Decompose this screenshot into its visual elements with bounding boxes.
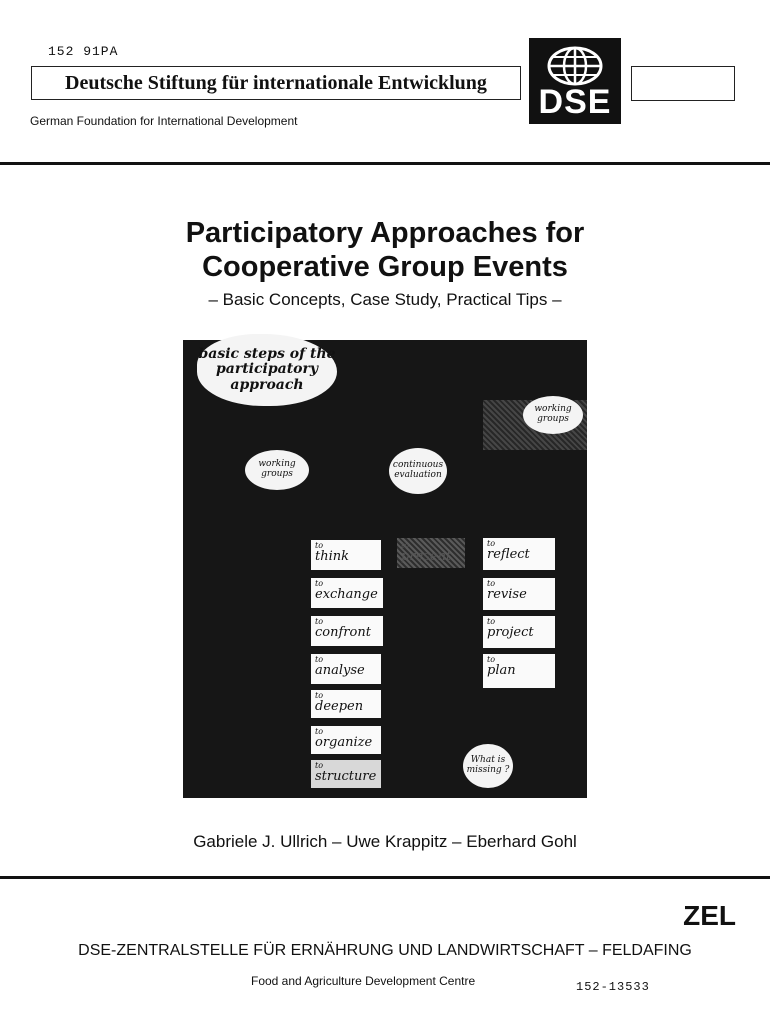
document-code-bottom: 152-13533: [576, 980, 650, 994]
card-prefix: to: [487, 539, 496, 548]
card-word: revise: [487, 587, 527, 603]
card-word: confront: [315, 625, 371, 641]
card-word: structure: [315, 769, 377, 785]
cloud-label: basic steps of the participatory approach: [197, 334, 337, 406]
logo-text: DSE: [538, 83, 612, 121]
card-prefix: to: [315, 617, 324, 626]
card-think: [311, 540, 381, 570]
card-prefix: to: [315, 655, 324, 664]
card-word: analyse: [315, 663, 365, 679]
card-word: present: [401, 549, 452, 565]
title-line-2: Cooperative Group Events: [202, 251, 568, 283]
card-structure: [311, 760, 381, 788]
bubble-what-is-missing: What is missing ?: [463, 744, 513, 788]
divider-top: [0, 162, 770, 165]
card-revise: [483, 578, 555, 610]
card-present: [397, 540, 465, 570]
publisher-english-name: Food and Agriculture Development Centre: [251, 974, 476, 988]
card-word: think: [315, 549, 350, 565]
card-prefix: to: [315, 761, 324, 770]
title-line-1: Participatory Approaches for: [185, 217, 585, 249]
cover-photo: [183, 340, 587, 798]
dse-logo: [529, 38, 621, 124]
card-plan: [483, 654, 555, 688]
card-prefix: to: [487, 579, 496, 588]
card-word: project: [487, 625, 534, 641]
document-code-top: 152 91PA: [48, 44, 119, 59]
card-confront: [311, 616, 383, 646]
card-prefix: to: [315, 541, 324, 550]
bubble-working-groups-left: working groups: [245, 450, 309, 490]
blank-box: [631, 66, 735, 101]
document-subtitle: – Basic Concepts, Case Study, Practical Tips –: [208, 290, 562, 309]
card-organize: [311, 726, 381, 754]
document-title: [0, 216, 770, 284]
publisher-name: DSE-ZENTRALSTELLE FÜR ERNÄHRUNG UND LANDWIRTSCHAFT – FELDAFING: [78, 942, 692, 959]
card-word: reflect: [487, 547, 530, 563]
divider-bottom: [0, 876, 770, 879]
card-deepen: [311, 690, 381, 718]
card-word: organize: [315, 735, 373, 751]
zel-label: ZEL: [683, 900, 736, 931]
globe-icon: [539, 44, 611, 88]
card-prefix: to: [315, 691, 324, 700]
card-reflect: [483, 538, 555, 570]
organization-english-name: German Foundation for International Development: [30, 114, 298, 128]
organization-name: Deutsche Stiftung für internationale Entwicklung: [31, 66, 521, 100]
card-project: [483, 616, 555, 648]
bubble-continuous-evaluation: continuous evaluation: [389, 448, 447, 494]
authors: Gabriele J. Ullrich – Uwe Krappitz – Eberhard Gohl: [193, 832, 577, 851]
card-prefix: to: [315, 579, 324, 588]
card-word: deepen: [315, 699, 364, 715]
card-prefix: to: [487, 655, 496, 664]
card-prefix: to: [487, 617, 496, 626]
card-word: exchange: [315, 587, 378, 603]
card-prefix: to: [401, 541, 410, 550]
card-prefix: to: [315, 727, 324, 736]
card-analyse: [311, 654, 381, 684]
card-word: plan: [487, 663, 516, 679]
bubble-working-groups-right: working groups: [523, 396, 583, 434]
card-exchange: [311, 578, 383, 608]
